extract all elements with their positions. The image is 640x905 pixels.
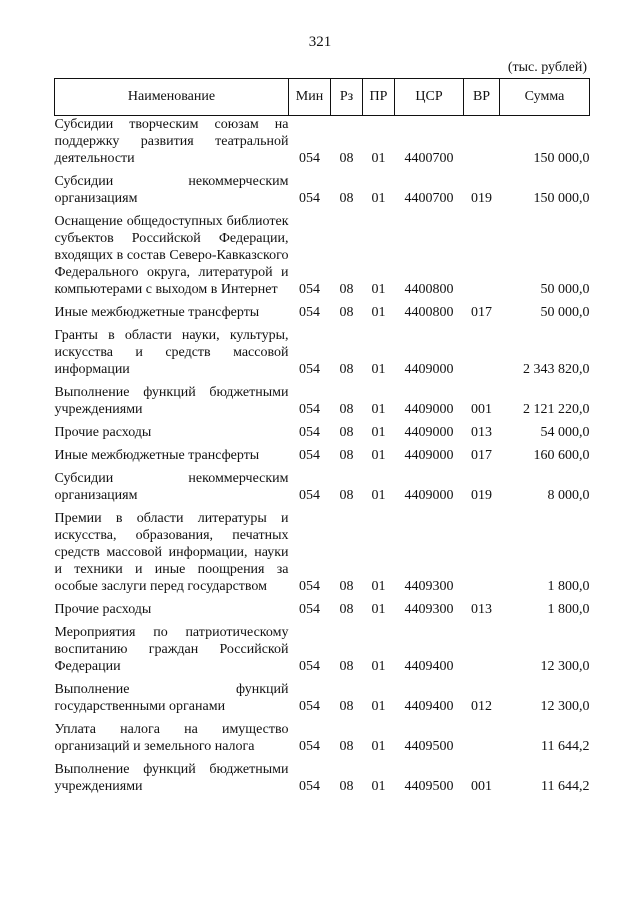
cell-sum: 160 600,0 [533, 448, 590, 463]
table-row [55, 510, 590, 595]
header-name: Наименование [55, 79, 289, 116]
table-row [55, 173, 590, 207]
cell-rz: 08 [339, 425, 354, 440]
units-label: (тыс. рублей) [507, 60, 587, 75]
cell-vr: 019 [471, 191, 492, 206]
cell-csr: 4409000 [404, 402, 454, 417]
cell-min: 054 [299, 362, 320, 377]
cell-pr: 01 [371, 699, 386, 714]
cell-csr: 4409000 [404, 362, 454, 377]
cell-sum: 50 000,0 [540, 305, 590, 320]
table-row [55, 681, 590, 715]
header-csr: ЦСР [395, 79, 464, 116]
cell-rz: 08 [339, 191, 354, 206]
cell-name: Иные межбюджетные трансферты [54, 448, 260, 463]
cell-sum: 2 121 220,0 [523, 402, 590, 417]
cell-name: Оснащение общедоступных библиотек субъектов Российской Федерации, входящих в состав Северо-Кавказского Федерального округа, литературой и компьютерами с выходом в Интернет [54, 214, 289, 297]
cell-pr: 01 [371, 779, 386, 794]
cell-name: Выполнение функций государственными органами [54, 682, 289, 714]
cell-name: Премии в области литературы и искусства, образования, печатных средств массовой информации, науки и техники и иные поощрения за особые заслуги перед государством [54, 511, 289, 594]
table-row [55, 424, 590, 441]
header-sum: Сумма [500, 79, 590, 116]
header-rz: Рз [331, 79, 363, 116]
cell-sum: 12 300,0 [540, 699, 590, 714]
cell-pr: 01 [371, 659, 386, 674]
cell-vr [464, 327, 500, 378]
cell-rz: 08 [339, 579, 354, 594]
cell-name: Гранты в области науки, культуры, искусства и средств массовой информации [54, 328, 289, 377]
cell-vr [464, 721, 500, 755]
cell-min: 054 [299, 191, 320, 206]
cell-min: 054 [299, 579, 320, 594]
table-row [55, 327, 590, 378]
cell-rz: 08 [339, 448, 354, 463]
cell-csr: 4409500 [404, 779, 454, 794]
header-min: Мин [289, 79, 331, 116]
cell-min: 054 [299, 779, 320, 794]
cell-rz: 08 [339, 739, 354, 754]
cell-name: Выполнение функций бюджетными учреждениями [54, 385, 289, 417]
cell-csr: 4400800 [404, 282, 454, 297]
cell-vr [464, 624, 500, 675]
table-row [55, 624, 590, 675]
cell-csr: 4400700 [404, 151, 454, 166]
cell-pr: 01 [371, 362, 386, 377]
cell-rz: 08 [339, 699, 354, 714]
cell-name: Выполнение функций бюджетными учреждениями [54, 762, 289, 794]
cell-min: 054 [299, 488, 320, 503]
cell-pr: 01 [371, 305, 386, 320]
cell-vr: 012 [471, 699, 492, 714]
cell-vr: 001 [471, 779, 492, 794]
table-row [55, 470, 590, 504]
header-vr: ВР [464, 79, 500, 116]
table-row [55, 601, 590, 618]
cell-pr: 01 [371, 191, 386, 206]
cell-sum: 11 644,2 [541, 739, 590, 754]
cell-pr: 01 [371, 579, 386, 594]
cell-name: Иные межбюджетные трансферты [54, 305, 260, 320]
cell-rz: 08 [339, 779, 354, 794]
cell-vr [464, 510, 500, 595]
cell-min: 054 [299, 425, 320, 440]
cell-csr: 4400800 [404, 305, 454, 320]
cell-rz: 08 [339, 488, 354, 503]
cell-sum: 11 644,2 [541, 779, 590, 794]
cell-csr: 4409000 [404, 448, 454, 463]
cell-pr: 01 [371, 425, 386, 440]
table-row [55, 213, 590, 298]
cell-sum: 8 000,0 [547, 488, 590, 503]
cell-rz: 08 [339, 282, 354, 297]
cell-vr: 017 [471, 305, 492, 320]
cell-rz: 08 [339, 602, 354, 617]
cell-sum: 1 800,0 [547, 602, 590, 617]
cell-pr: 01 [371, 488, 386, 503]
cell-csr: 4400700 [404, 191, 454, 206]
cell-pr: 01 [371, 448, 386, 463]
cell-vr: 013 [471, 425, 492, 440]
cell-min: 054 [299, 305, 320, 320]
cell-name: Субсидии некоммерческим организациям [54, 174, 289, 206]
cell-name: Прочие расходы [54, 425, 152, 440]
cell-pr: 01 [371, 282, 386, 297]
cell-csr: 4409400 [404, 659, 454, 674]
cell-name: Субсидии некоммерческим организациям [54, 471, 289, 503]
budget-table [54, 78, 590, 795]
cell-min: 054 [299, 659, 320, 674]
cell-vr [464, 116, 500, 168]
cell-min: 054 [299, 282, 320, 297]
cell-vr: 001 [471, 402, 492, 417]
cell-min: 054 [299, 151, 320, 166]
cell-sum: 1 800,0 [547, 579, 590, 594]
cell-pr: 01 [371, 402, 386, 417]
cell-vr: 017 [471, 448, 492, 463]
cell-sum: 54 000,0 [540, 425, 590, 440]
cell-min: 054 [299, 739, 320, 754]
cell-rz: 08 [339, 151, 354, 166]
cell-csr: 4409000 [404, 425, 454, 440]
table-row [55, 721, 590, 755]
cell-sum: 150 000,0 [533, 191, 590, 206]
cell-name: Прочие расходы [54, 602, 152, 617]
cell-csr: 4409300 [404, 602, 454, 617]
cell-min: 054 [299, 602, 320, 617]
cell-name: Мероприятия по патриотическому воспитанию граждан Российской Федерации [54, 625, 289, 674]
table-row [55, 116, 590, 168]
cell-csr: 4409000 [404, 488, 454, 503]
cell-rz: 08 [339, 305, 354, 320]
cell-name: Субсидии творческим союзам на поддержку развития театральной деятельности [54, 117, 289, 166]
cell-min: 054 [299, 699, 320, 714]
table-row [55, 304, 590, 321]
cell-sum: 2 343 820,0 [523, 362, 590, 377]
cell-csr: 4409400 [404, 699, 454, 714]
cell-vr: 013 [471, 602, 492, 617]
page-number: 321 [308, 34, 332, 50]
cell-rz: 08 [339, 402, 354, 417]
cell-csr: 4409300 [404, 579, 454, 594]
cell-vr [464, 213, 500, 298]
cell-name: Уплата налога на имущество организаций и земельного налога [54, 722, 289, 754]
header-pr: ПР [363, 79, 395, 116]
cell-vr: 019 [471, 488, 492, 503]
cell-rz: 08 [339, 659, 354, 674]
table-row [55, 384, 590, 418]
table-row [55, 761, 590, 795]
cell-sum: 150 000,0 [533, 151, 590, 166]
cell-sum: 50 000,0 [540, 282, 590, 297]
cell-pr: 01 [371, 602, 386, 617]
cell-csr: 4409500 [404, 739, 454, 754]
cell-min: 054 [299, 448, 320, 463]
cell-min: 054 [299, 402, 320, 417]
cell-pr: 01 [371, 151, 386, 166]
cell-sum: 12 300,0 [540, 659, 590, 674]
cell-rz: 08 [339, 362, 354, 377]
table-row [55, 447, 590, 464]
table-header-row [55, 79, 590, 116]
cell-pr: 01 [371, 739, 386, 754]
